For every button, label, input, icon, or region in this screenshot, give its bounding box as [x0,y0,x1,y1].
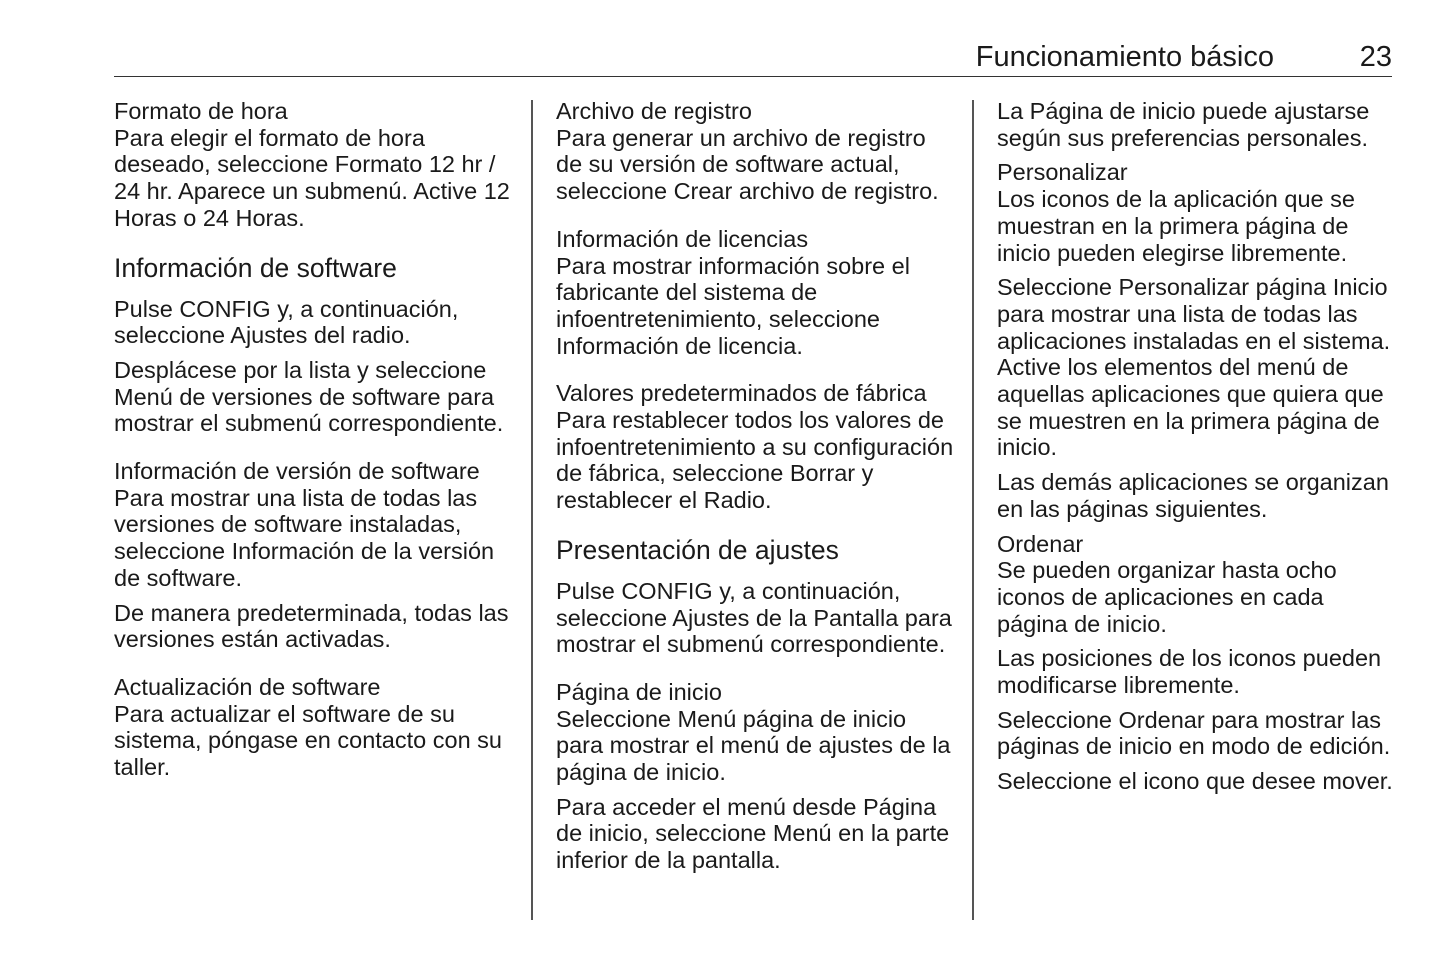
paragraph: Pulse CONFIG y, a continuación, seleccione Ajustes del radio. [114,295,459,349]
section-time-format [114,98,514,232]
paragraph: Los iconos de la aplicación que se muestran en la primera página de inicio pueden elegirse libremente. [997,186,1355,266]
section-license-info [556,226,956,360]
paragraph: Para restablecer todos los valores de infoentretenimiento a su configuración de fábrica, seleccione Borrar y restablecer el Radio. [556,407,954,514]
subheading: Archivo de registro [556,98,752,124]
paragraph: Para acceder el menú desde Página de inicio, seleccione Menú en la parte inferior de la pantalla. [556,793,950,874]
section-sort [997,531,1397,795]
subheading: Personalizar [997,159,1128,186]
section-heading: Presentación de ajustes [556,534,839,565]
subheading: Información de versión de software [114,458,480,485]
section-home-page [556,679,956,874]
subheading: Ordenar [997,530,1084,557]
paragraph: Pulse CONFIG y, a continuación, seleccione Ajustes de la Pantalla para mostrar el submenú correspondiente. [556,577,952,658]
paragraph: Seleccione Ordenar para mostrar las páginas de inicio en modo de edición. [997,706,1391,760]
subheading: Valores predeterminados de fábrica [556,380,927,407]
page-number: 23 [1359,41,1392,73]
section-factory-defaults [556,380,956,514]
subheading: Página de inicio [556,678,722,705]
paragraph: Se pueden organizar hasta ocho iconos de aplicaciones en cada página de inicio. [997,557,1337,637]
column-2 [556,98,956,895]
subheading: Actualización de software [114,673,381,700]
paragraph: Para mostrar información sobre el fabricante del sistema de infoentretenimiento, seleccione Información de licencia. [556,252,910,359]
section-software-update [114,674,514,781]
section-log-file [556,98,956,205]
column-3 [997,98,1397,803]
paragraph: Para actualizar el software de su sistema, póngase en contacto con su taller. [114,700,502,781]
section-heading: Información de software [114,252,397,283]
page-header [114,38,1392,77]
paragraph: Las demás aplicaciones se organizan en las páginas siguientes. [997,469,1389,522]
paragraph: Para generar un archivo de registro de su versión de software actual, seleccione Crear archivo de registro. [556,124,939,205]
column-1 [114,98,514,802]
column-divider [972,100,974,920]
section-display-settings [556,535,956,658]
section-software-info [114,253,514,438]
section-customize [997,159,1397,522]
paragraph: Seleccione Menú página de inicio para mostrar el menú de ajustes de la página de inicio. [556,705,951,786]
paragraph: Para elegir el formato de hora deseado, seleccione Formato 12 hr / 24 hr. Aparece un submenú. Active 12 Horas o 24 Horas. [114,124,510,231]
column-divider [531,100,533,920]
subheading: Información de licencias [556,225,809,252]
section-software-version-info [114,458,514,653]
paragraph: Desplácese por la lista y seleccione Menú de versiones de software para mostrar el submenú correspondiente. [114,356,504,437]
paragraph: La Página de inicio puede ajustarse según sus preferencias personales. [997,98,1370,151]
subheading: Formato de hora [114,98,288,124]
paragraph: Las posiciones de los iconos pueden modificarse libremente. [997,645,1382,699]
section-title: Funcionamiento básico [975,41,1274,73]
paragraph: Para mostrar una lista de todas las versiones de software instaladas, seleccione Información de la versión de software. [114,484,495,591]
paragraph: De manera predeterminada, todas las versiones están activadas. [114,599,509,653]
paragraph: Seleccione Personalizar página Inicio para mostrar una lista de todas las aplicaciones instaladas en el sistema. Active los elementos del menú de aquellas aplicaciones que quiera que se muestren en la primera página de inicio. [997,274,1391,461]
paragraph: Seleccione el icono que desee mover. [997,768,1393,795]
